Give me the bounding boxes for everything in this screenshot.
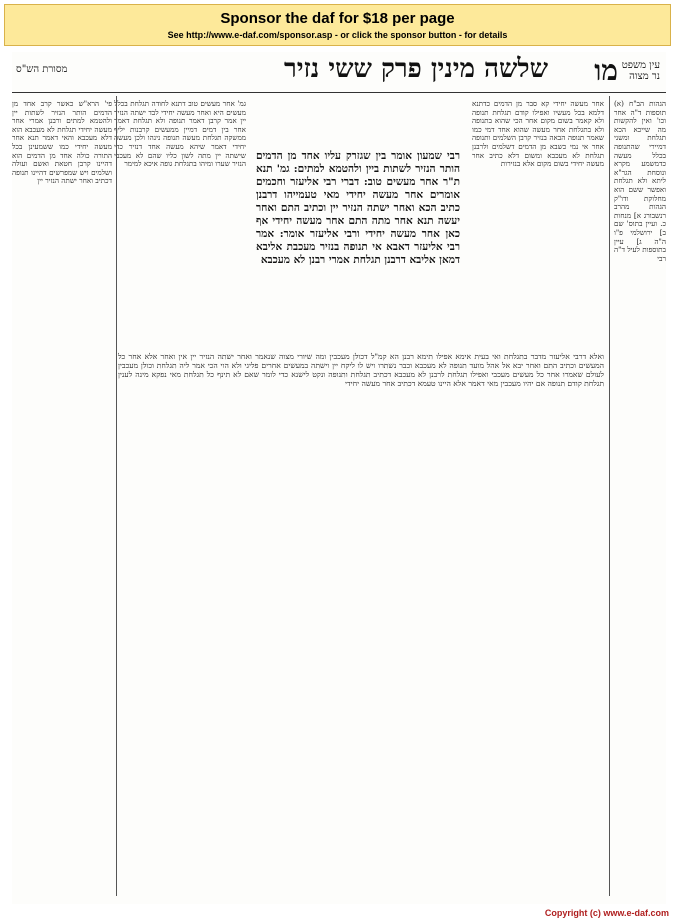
daf-number: מו bbox=[594, 54, 618, 87]
rashi-column: גמ' אחר מעשים טוב דתנא לחודה תגלחת בכלל מעשים היא ואחר מעשה יחידי לבד ישתה הנזיר יין אמר קרבן דאמר תנופה ולא תגלחת דאמר אחר בין דמים דמיין ממעשים קרבנות יליף ממשקה תגלחת מעשה תנופה נינהו ולכן מעשה יחידי דאמר שיהא מעשה אחד דנזיר כדי שישתה יין מתה לשון כליו שהם לא מעכבי הנזיר שערו ומיהו בתגלחת גופה איכא למימר bbox=[114, 100, 246, 169]
sponsor-banner[interactable] bbox=[4, 4, 671, 46]
copyright-text[interactable]: Copyright (c) www.e-daf.com bbox=[544, 908, 669, 918]
column-divider bbox=[609, 96, 610, 896]
lower-commentary-block: ואלא דרבי אליעזר מדבר בתגלחת ואי בעית אימא אפילו תימא רבנן הא קמ"ל דכולן מעכבין ומה שיורי מצוה שנאמר ואחר ישתה הנזיר יין אין ואחר אלא אחר כל המעשים וכתיב התם ואחר יבא אל אהל מועד תנופה לא מעכבא וכבר נשתרו ויש לו ליקח יין וישתה במעשים אחרים פליגי ולא הוי הכי אמר ליה תגלחת וכולן מעכבין לעולם שאמרו אחר כל מעשים מעכבי ואפילו תגלחת לרבנן לא מעכבא דכתיב תגלחת ותנופה ונקט לישנא כדי לומר שאם לא תינף כל תגלחת מאי נפקא מינה לענין תגלחת קודם תנופה אם יהיו מעכבין מאי דאמר אלא היינו טעמא דכתיב אחר מעשה יחידי bbox=[118, 352, 604, 388]
sponsor-subtitle[interactable]: See http://www.e-daf.com/sponsor.asp - or click the sponsor button - for details bbox=[167, 30, 508, 40]
header-rule bbox=[12, 92, 666, 93]
page-header bbox=[12, 56, 666, 90]
masoret-hashas-label: מסורת הש"ס bbox=[16, 64, 68, 75]
talmud-page bbox=[12, 52, 666, 904]
ein-mishpat-label: עין משפט נר מצוה bbox=[621, 60, 660, 82]
tosafot-column: אחר מעשה יחידי קא סבר מן הדמים כדתנא דלמא בכל מעשיו ואפילו קודם תגלחת תנופה ולא קאמר בשום מקום אחר הכי שהוא בתנופה ולא בתגלחת אחר מעשה שהוא אחד דמי כמו שאמר תנופה הבאה בנזיר קרבן השלמים ותנופה אחר אי נמי כשבא מן הדמים דשלמים ולרבנן תגלחת לא מעכבא ומשום דלא כתיב אחר מעשה יחידי בשום מקום אלא בנזירות bbox=[472, 100, 604, 169]
page-title: שלשה מינין פרק ששי נזיר bbox=[283, 54, 548, 84]
ein-mishpat-column: הגהות הב"ח (א) תוספות ד"ה אחר וכו' ואין להקשות מה שייכא הכא תגלחת ומשני דמיירי שהתנופה בכלל מעשה כדמשמע מקרא ונוסחת הגר"א ליתא ולא תגלחת ואפשר ששם הוא מחלוקת ודו"ק הגהות מהרב רנשבורג א] מנחות כ. ועיין בתוס' שם ב] ירושלמי פ"ו ה"ה ג] עיין בתוספות לעיל ד"ה רבי bbox=[614, 100, 666, 263]
gemara-main-text: רבי שמעון אומר בין שגזרק עליו אחד מן הדמים הותר הנזיר לשתות ביין ולהטמא למתים: גמ' תנא ת"ר אחר מעשים טוב: דברי רבי אליעזר וחכמים אומרים אחר מעשה יחידי מאי טעמייהו דרבנן כתיב הכא ואחר ישתה הנזיר יין וכתיב התם ואחר יעשה תנא אחר מתה התם אחר מעשה יחידי אף כאן אחר מעשה יחידי ורבי אליעזר אומר: אמר רבי אליעזר דאבא אי תנופה בנזיר מעכבת אליבא דמאן אליבא דרבנן תגלחת אמרי רבנן לא מעכבא bbox=[256, 150, 460, 266]
column-divider bbox=[116, 96, 117, 896]
sponsor-title[interactable]: Sponsor the daf for $18 per page bbox=[220, 10, 455, 27]
commentary-left-column: פי' הרא"ש כאשר קרב אחד מן הדמים הותר הנזיר לשתות יין ולהטמא למתים ורבנן אמרי אחר מעשה יחידי תגלחת לא מעכבא הוא דלא מעכבא והאי דאמר תנא אחר מעשה יחידי כמו ששמעינן בכל התורה כולה אחד מן הדמים הוא דהיינו קרבן חטאת ואשם ועולה ושלמים ויש שמפרשים דהיינו תנופה דכתיב ואחר ישתה הנזיר יין bbox=[12, 100, 112, 186]
